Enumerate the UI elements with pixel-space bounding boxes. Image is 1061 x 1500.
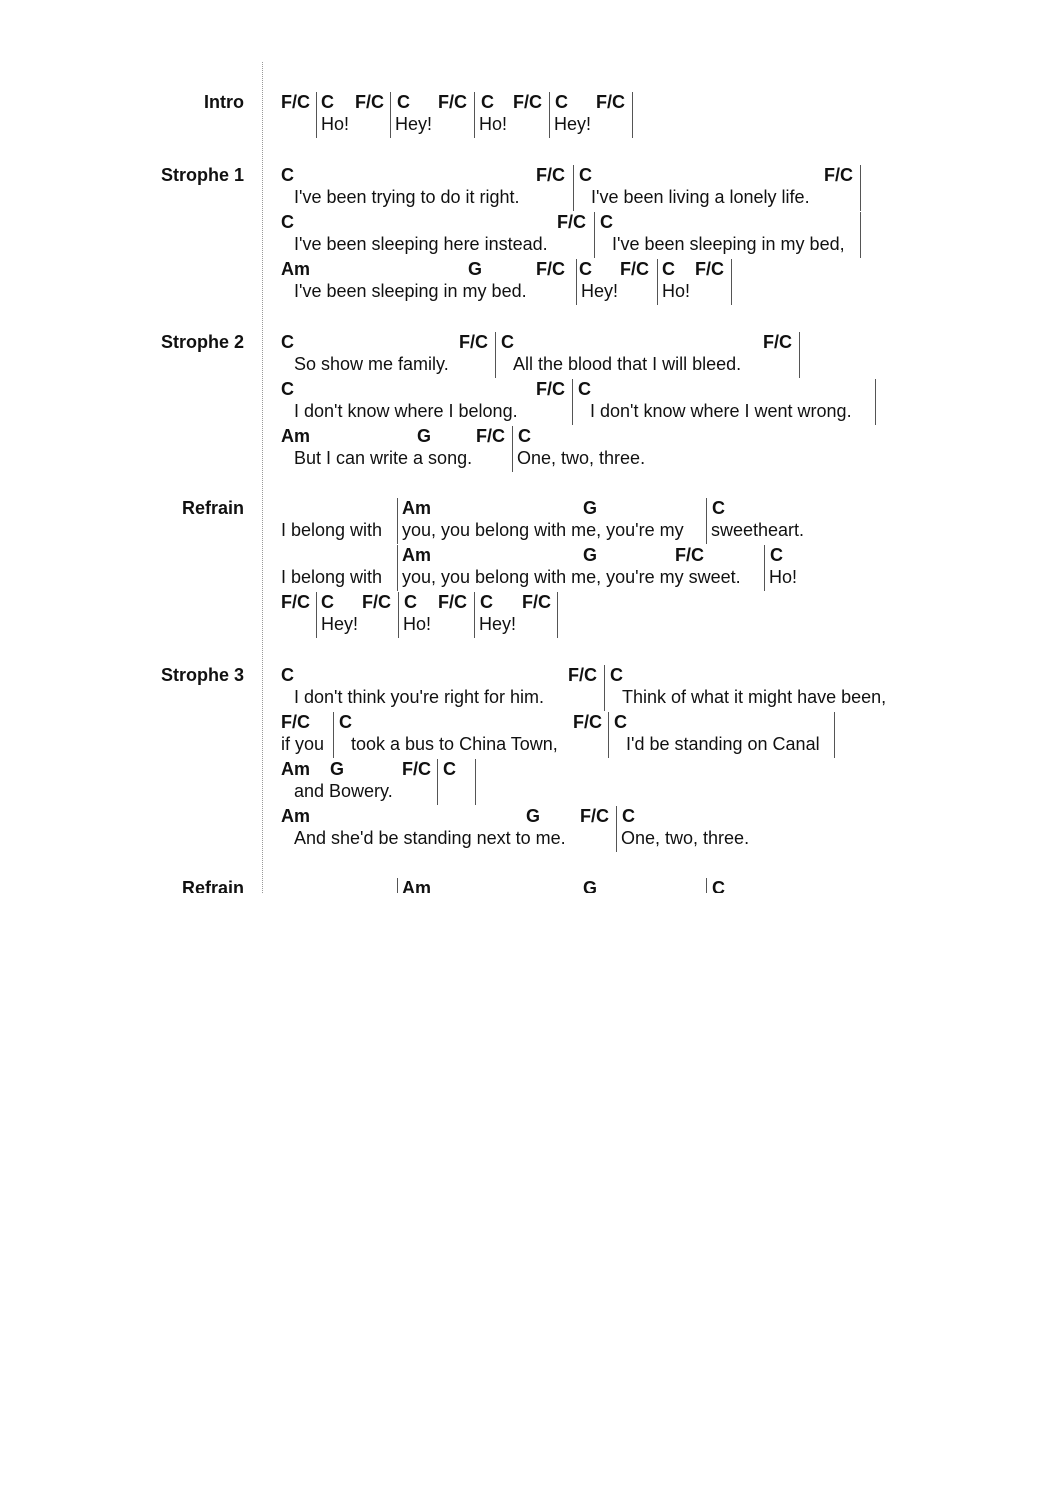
- lyric-text: One, two, three.: [517, 448, 646, 468]
- lyric-text: if you: [281, 734, 325, 754]
- end-barline: [475, 759, 476, 805]
- section-label: Refrain: [181, 498, 244, 518]
- chord-symbol: G: [526, 806, 541, 826]
- chord-symbol: F/C: [513, 92, 542, 112]
- chord-symbol: C: [518, 426, 531, 446]
- measure: [397, 878, 399, 893]
- lyric-text: And she'd be standing next to me.: [294, 828, 566, 848]
- measure: [616, 806, 618, 852]
- chord-symbol: C: [321, 92, 334, 112]
- section-label: Refrain: [181, 878, 244, 893]
- lyric-text: All the blood that I will bleed.: [513, 354, 742, 374]
- chord-symbol: Am: [402, 498, 432, 518]
- measure: [706, 878, 708, 893]
- song-line: [0, 379, 1061, 425]
- lyric-text: Ho!: [769, 567, 798, 587]
- song-line: [0, 806, 1061, 852]
- end-barline: [731, 259, 732, 305]
- measure: [572, 379, 574, 425]
- lyric-text: Hey!: [479, 614, 517, 634]
- chord-symbol: F/C: [476, 426, 505, 446]
- song-line: [0, 498, 1061, 544]
- chord-symbol: Am: [281, 259, 311, 279]
- chord-symbol: C: [622, 806, 635, 826]
- lyric-text: I don't think you're right for him.: [294, 687, 544, 707]
- chord-symbol: F/C: [459, 332, 488, 352]
- lyric-text: I don't know where I went wrong.: [590, 401, 852, 421]
- measure: [474, 92, 476, 138]
- measure: [495, 332, 497, 378]
- chord-symbol: F/C: [695, 259, 724, 279]
- lyric-text: I've been sleeping in my bed.: [294, 281, 527, 301]
- lyric-text: sweetheart.: [711, 520, 805, 540]
- lyric-text: you, you belong with me, you're my: [402, 520, 684, 540]
- lyric-text: Hey!: [581, 281, 619, 301]
- song-line: [0, 665, 1061, 711]
- end-barline: [860, 212, 861, 258]
- section-label: Strophe 2: [160, 332, 244, 352]
- chord-symbol: C: [397, 92, 410, 112]
- lyric-text: I've been sleeping in my bed,: [612, 234, 845, 254]
- chord-symbol: C: [610, 665, 623, 685]
- lyric-text: Ho!: [403, 614, 432, 634]
- chord-symbol: F/C: [355, 92, 384, 112]
- lyric-text: I've been living a lonely life.: [591, 187, 810, 207]
- lyric-text: Hey!: [395, 114, 433, 134]
- measure: [657, 259, 659, 305]
- chord-symbol: C: [281, 379, 294, 399]
- lyric-text: But I can write a song.: [294, 448, 473, 468]
- measure: [281, 878, 282, 893]
- measure: [333, 712, 335, 758]
- chord-symbol: C: [404, 592, 417, 612]
- chord-symbol: F/C: [281, 592, 310, 612]
- chord-symbol: F/C: [824, 165, 853, 185]
- end-barline: [632, 92, 633, 138]
- chord-symbol: F/C: [536, 379, 565, 399]
- song-line: [0, 165, 1061, 211]
- chord-symbol: C: [281, 165, 294, 185]
- chord-symbol: F/C: [536, 165, 565, 185]
- lyric-text: One, two, three.: [621, 828, 750, 848]
- chord-symbol: F/C: [281, 92, 310, 112]
- song-line: [0, 259, 1061, 305]
- chord-symbol: C: [712, 498, 725, 518]
- lyric-text: I've been trying to do it right.: [294, 187, 520, 207]
- chord-symbol: C: [662, 259, 675, 279]
- chord-symbol: C: [321, 592, 334, 612]
- lyric-text: I don't know where I belong.: [294, 401, 518, 421]
- chord-symbol: F/C: [573, 712, 602, 732]
- chord-symbol: C: [480, 592, 493, 612]
- section-label: Intro: [204, 92, 244, 112]
- measure: [573, 165, 575, 211]
- measure: [604, 665, 606, 711]
- chord-symbol: F/C: [438, 92, 467, 112]
- chord-symbol: C: [281, 212, 294, 232]
- song-line: [0, 712, 1061, 758]
- measure: [608, 712, 610, 758]
- chord-symbol: Am: [402, 545, 432, 565]
- measure: [390, 92, 392, 138]
- lyric-text: I belong with: [281, 520, 383, 540]
- measure: [474, 592, 476, 638]
- measure: [512, 426, 514, 472]
- measure: [594, 212, 596, 258]
- chord-symbol: G: [583, 878, 598, 893]
- chord-symbol: F/C: [438, 592, 467, 612]
- chord-symbol: C: [578, 379, 591, 399]
- lyric-text: Ho!: [662, 281, 691, 301]
- lyric-text: So show me family.: [294, 354, 449, 374]
- measure: [549, 92, 551, 138]
- chord-symbol: G: [583, 545, 598, 565]
- end-barline: [799, 332, 800, 378]
- lyric-text: Think of what it might have been,: [622, 687, 887, 707]
- chord-symbol: C: [443, 759, 456, 779]
- chord-symbol: C: [579, 165, 592, 185]
- chord-symbol: F/C: [281, 712, 310, 732]
- chord-symbol: F/C: [557, 212, 586, 232]
- chord-symbol: C: [555, 92, 568, 112]
- song-line: [0, 212, 1061, 258]
- chord-symbol: C: [614, 712, 627, 732]
- lyric-text: Ho!: [321, 114, 350, 134]
- measure: [316, 592, 318, 638]
- lyric-text: you, you belong with me, you're my sweet.: [402, 567, 741, 587]
- chord-symbol: F/C: [580, 806, 609, 826]
- section-label: Strophe 3: [160, 665, 244, 685]
- measure: [397, 545, 399, 591]
- song-line: [0, 332, 1061, 378]
- song-line: [0, 759, 1061, 805]
- chord-symbol: F/C: [402, 759, 431, 779]
- chord-symbol: G: [330, 759, 345, 779]
- chord-symbol: F/C: [536, 259, 565, 279]
- chord-symbol: C: [339, 712, 352, 732]
- lyric-text: Ho!: [479, 114, 508, 134]
- chord-symbol: F/C: [568, 665, 597, 685]
- chord-symbol: C: [501, 332, 514, 352]
- measure: [706, 498, 708, 544]
- chord-symbol: Am: [281, 806, 311, 826]
- chord-symbol: C: [281, 665, 294, 685]
- chord-symbol: G: [583, 498, 598, 518]
- end-barline: [875, 379, 876, 425]
- chord-symbol: C: [712, 878, 725, 893]
- lyric-text: Hey!: [321, 614, 359, 634]
- chord-symbol: C: [770, 545, 783, 565]
- chord-symbol: G: [417, 426, 432, 446]
- measure: [576, 259, 578, 305]
- chord-symbol: F/C: [362, 592, 391, 612]
- song-line: [0, 92, 1061, 138]
- lyric-text: I've been sleeping here instead.: [294, 234, 548, 254]
- chord-symbol: G: [468, 259, 483, 279]
- end-barline: [557, 592, 558, 638]
- chord-symbol: C: [481, 92, 494, 112]
- lyric-text: took a bus to China Town,: [351, 734, 558, 754]
- song-line: [0, 592, 1061, 638]
- chord-symbol: F/C: [522, 592, 551, 612]
- song-line: [0, 545, 1061, 591]
- end-barline: [860, 165, 861, 211]
- chord-symbol: C: [600, 212, 613, 232]
- measure: [398, 592, 400, 638]
- chord-symbol: Am: [402, 878, 432, 893]
- measure: [316, 92, 318, 138]
- chord-symbol: F/C: [620, 259, 649, 279]
- chord-symbol: F/C: [675, 545, 704, 565]
- measure: [437, 759, 439, 805]
- measure: [397, 498, 399, 544]
- chord-symbol: C: [579, 259, 592, 279]
- chord-symbol: Am: [281, 426, 311, 446]
- end-barline: [834, 712, 835, 758]
- lyric-text: and Bowery.: [294, 781, 393, 801]
- lyric-text: I'd be standing on Canal: [626, 734, 820, 754]
- song-line: [0, 426, 1061, 472]
- measure: [764, 545, 766, 591]
- lyric-text: Hey!: [554, 114, 592, 134]
- chord-symbol: Am: [281, 759, 311, 779]
- chord-symbol: C: [281, 332, 294, 352]
- chord-symbol: F/C: [596, 92, 625, 112]
- chord-symbol: F/C: [763, 332, 792, 352]
- song-line: [0, 878, 1061, 893]
- lyric-text: I belong with: [281, 567, 383, 587]
- section-label: Strophe 1: [160, 165, 244, 185]
